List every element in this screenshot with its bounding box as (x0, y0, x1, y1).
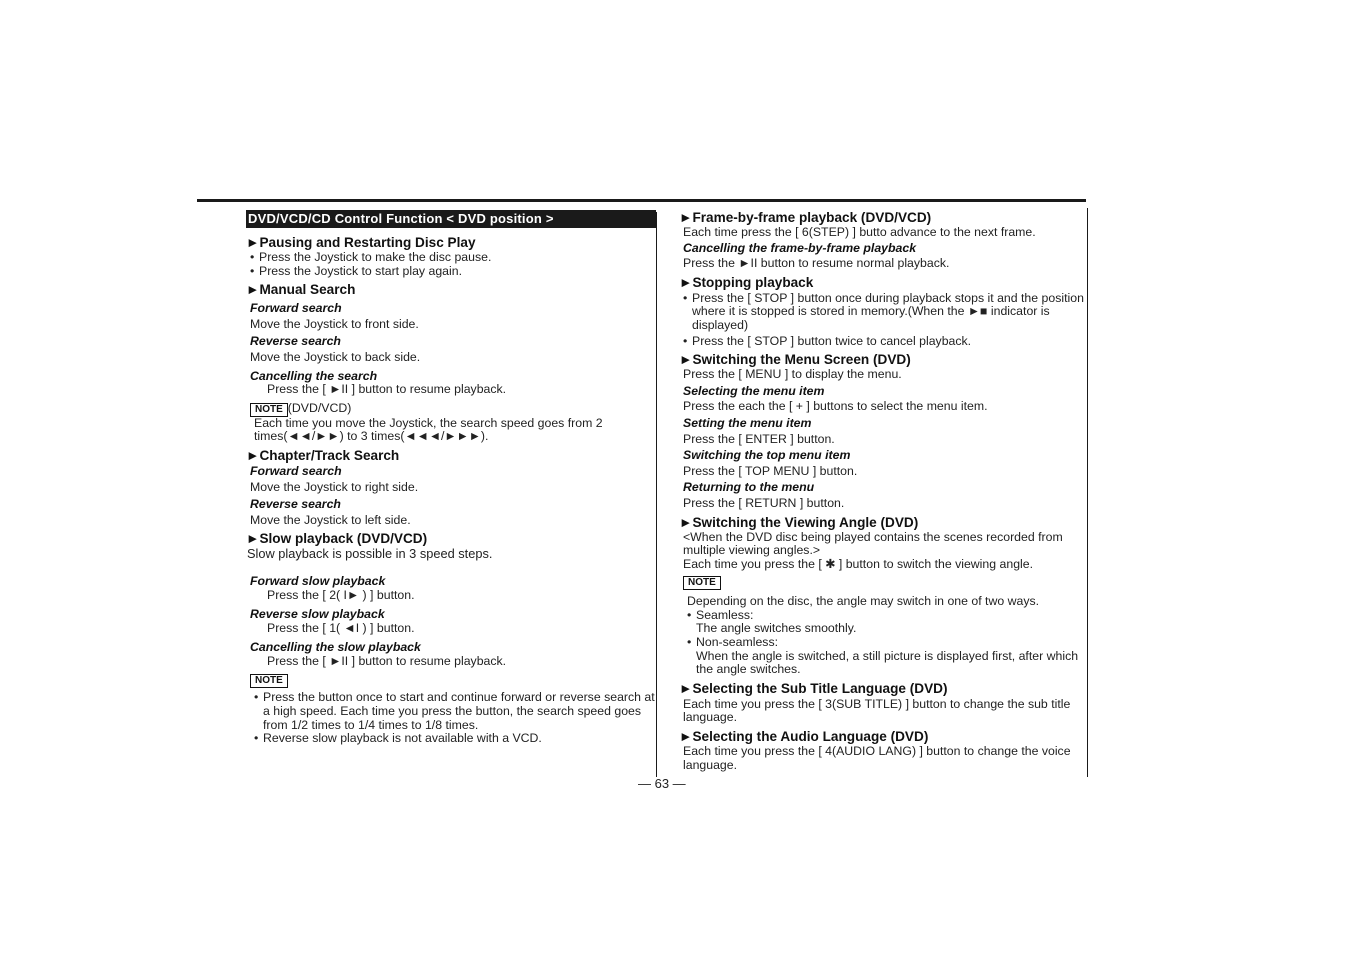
subheading: Reverse search (250, 334, 341, 349)
body-text: Press the [ 2( I► ) ] button. (267, 587, 415, 602)
subheading: Forward search (250, 463, 342, 478)
note-text: Each time you move the Joystick, the search speed goes from 2 times(◄◄/►►) to 3 times(◄◄◄/►►►). (254, 415, 603, 444)
subheading: Setting the menu item (683, 415, 812, 430)
list-item: • Press the [ STOP ] button once during playback stops it and the position where it is stopped is stored in memory.(When the ►■ indicator is displayed) (683, 292, 1084, 333)
body-text: Press the [ MENU ] to display the menu. (683, 367, 902, 382)
subheading: Reverse slow playback (250, 607, 385, 622)
subheading: Switching the top menu item (683, 448, 851, 463)
body-text: Move the Joystick to front side. (250, 316, 419, 331)
body-text: The angle switches smoothly. (696, 621, 857, 636)
body-text: Press the [ RETURN ] button. (683, 495, 845, 510)
note-row (683, 575, 1084, 590)
column-divider (656, 212, 657, 777)
note-text: Depending on the disc, the angle may switch in one of two ways. (687, 594, 1040, 609)
subheading: Selecting the menu item (683, 383, 825, 398)
subheading: Forward search (250, 301, 342, 316)
body-text: Move the Joystick to back side. (250, 349, 421, 364)
list-item: • Press the [ STOP ] button twice to cancel playback. (683, 335, 1084, 349)
body-text: Press the [ ►II ] button to resume playback. (267, 382, 507, 397)
subheading: Cancelling the frame-by-frame playback (683, 240, 917, 255)
list-item: • Press the Joystick to start play again. (250, 265, 656, 279)
heading-stopping-playback: ►Stopping playback (679, 274, 814, 290)
heading-slow-playback: ►Slow playback (DVD/VCD) (246, 531, 428, 547)
body-text: <When the DVD disc being played contains the scenes recorded from multiple viewing angles.> (683, 529, 1063, 558)
heading-menu-screen: ►Switching the Menu Screen (DVD) (679, 352, 911, 368)
body-text: Press the [ ►II ] button to resume playback. (267, 653, 507, 668)
note-badge: NOTE (250, 674, 288, 688)
body-text: When the angle is switched, a still picture is displayed first, after which the angle switches. (696, 648, 1079, 677)
body-text: Each time you press the [ ✱ ] button to switch the viewing angle. (683, 556, 1034, 571)
note-badge: NOTE (250, 403, 288, 417)
list-item: • Non-seamless: (687, 636, 1084, 650)
subheading: Reverse search (250, 497, 341, 512)
heading-viewing-angle: ►Switching the Viewing Angle (DVD) (679, 514, 919, 530)
list-item: • Press the Joystick to make the disc pause. (250, 251, 656, 265)
subheading: Cancelling the slow playback (250, 640, 421, 655)
page-number: — 63 — (638, 776, 686, 791)
list-item: • Press the button once to start and continue forward or reverse search at a high speed. Each time you press the button, the search speed goes from 1/2 times to 1/4 times to 1/8 times. (254, 691, 656, 732)
body-text: Press the each the [ + ] buttons to select the menu item. (683, 399, 988, 414)
body-text: Press the [ ENTER ] button. (683, 431, 835, 446)
subheading: Forward slow playback (250, 573, 386, 588)
body-text: Move the Joystick to right side. (250, 479, 419, 494)
heading-sub-title-language: ►Selecting the Sub Title Language (DVD) (679, 680, 948, 696)
body-text: Each time you press the [ 4(AUDIO LANG) ] button to change the voice language. (683, 744, 1071, 772)
spacer (246, 561, 656, 571)
body-text: Press the ►II button to resume normal playback. (683, 256, 950, 271)
note-row (250, 402, 656, 417)
section-header: DVD/VCD/CD Control Function < DVD position > (246, 210, 656, 228)
body-text: Move the Joystick to left side. (250, 512, 411, 527)
right-border (1087, 208, 1088, 777)
body-text: Each time press the [ 6(STEP) ] butto advance to the next frame. (683, 225, 1036, 239)
heading-manual-search: ►Manual Search (246, 282, 356, 298)
heading-audio-language: ►Selecting the Audio Language (DVD) (679, 729, 929, 745)
body-text: Each time you press the [ 3(SUB TITLE) ] button to change the sub title language. (683, 696, 1071, 725)
heading-frame-by-frame: ►Frame-by-frame playback (DVD/VCD) (679, 210, 932, 225)
heading-chapter-search: ►Chapter/Track Search (246, 447, 400, 463)
list-item: • Seamless: (687, 609, 1084, 623)
note-row (250, 673, 656, 688)
subheading: Cancelling the search (250, 368, 378, 383)
top-rule (197, 199, 1086, 202)
left-column (246, 210, 656, 746)
body-text: Press the [ 1( ◄I ) ] button. (267, 620, 415, 635)
right-column (679, 210, 1084, 772)
subheading: Returning to the menu (683, 480, 815, 495)
heading-pausing: ►Pausing and Restarting Disc Play (246, 235, 476, 250)
note-badge: NOTE (683, 576, 721, 590)
body-text: Press the [ TOP MENU ] button. (683, 463, 858, 478)
body-text: Slow playback is possible in 3 speed steps. (247, 546, 493, 562)
list-item: • Reverse slow playback is not available with a VCD. (254, 732, 656, 746)
note-tag: (DVD/VCD) (287, 400, 352, 415)
